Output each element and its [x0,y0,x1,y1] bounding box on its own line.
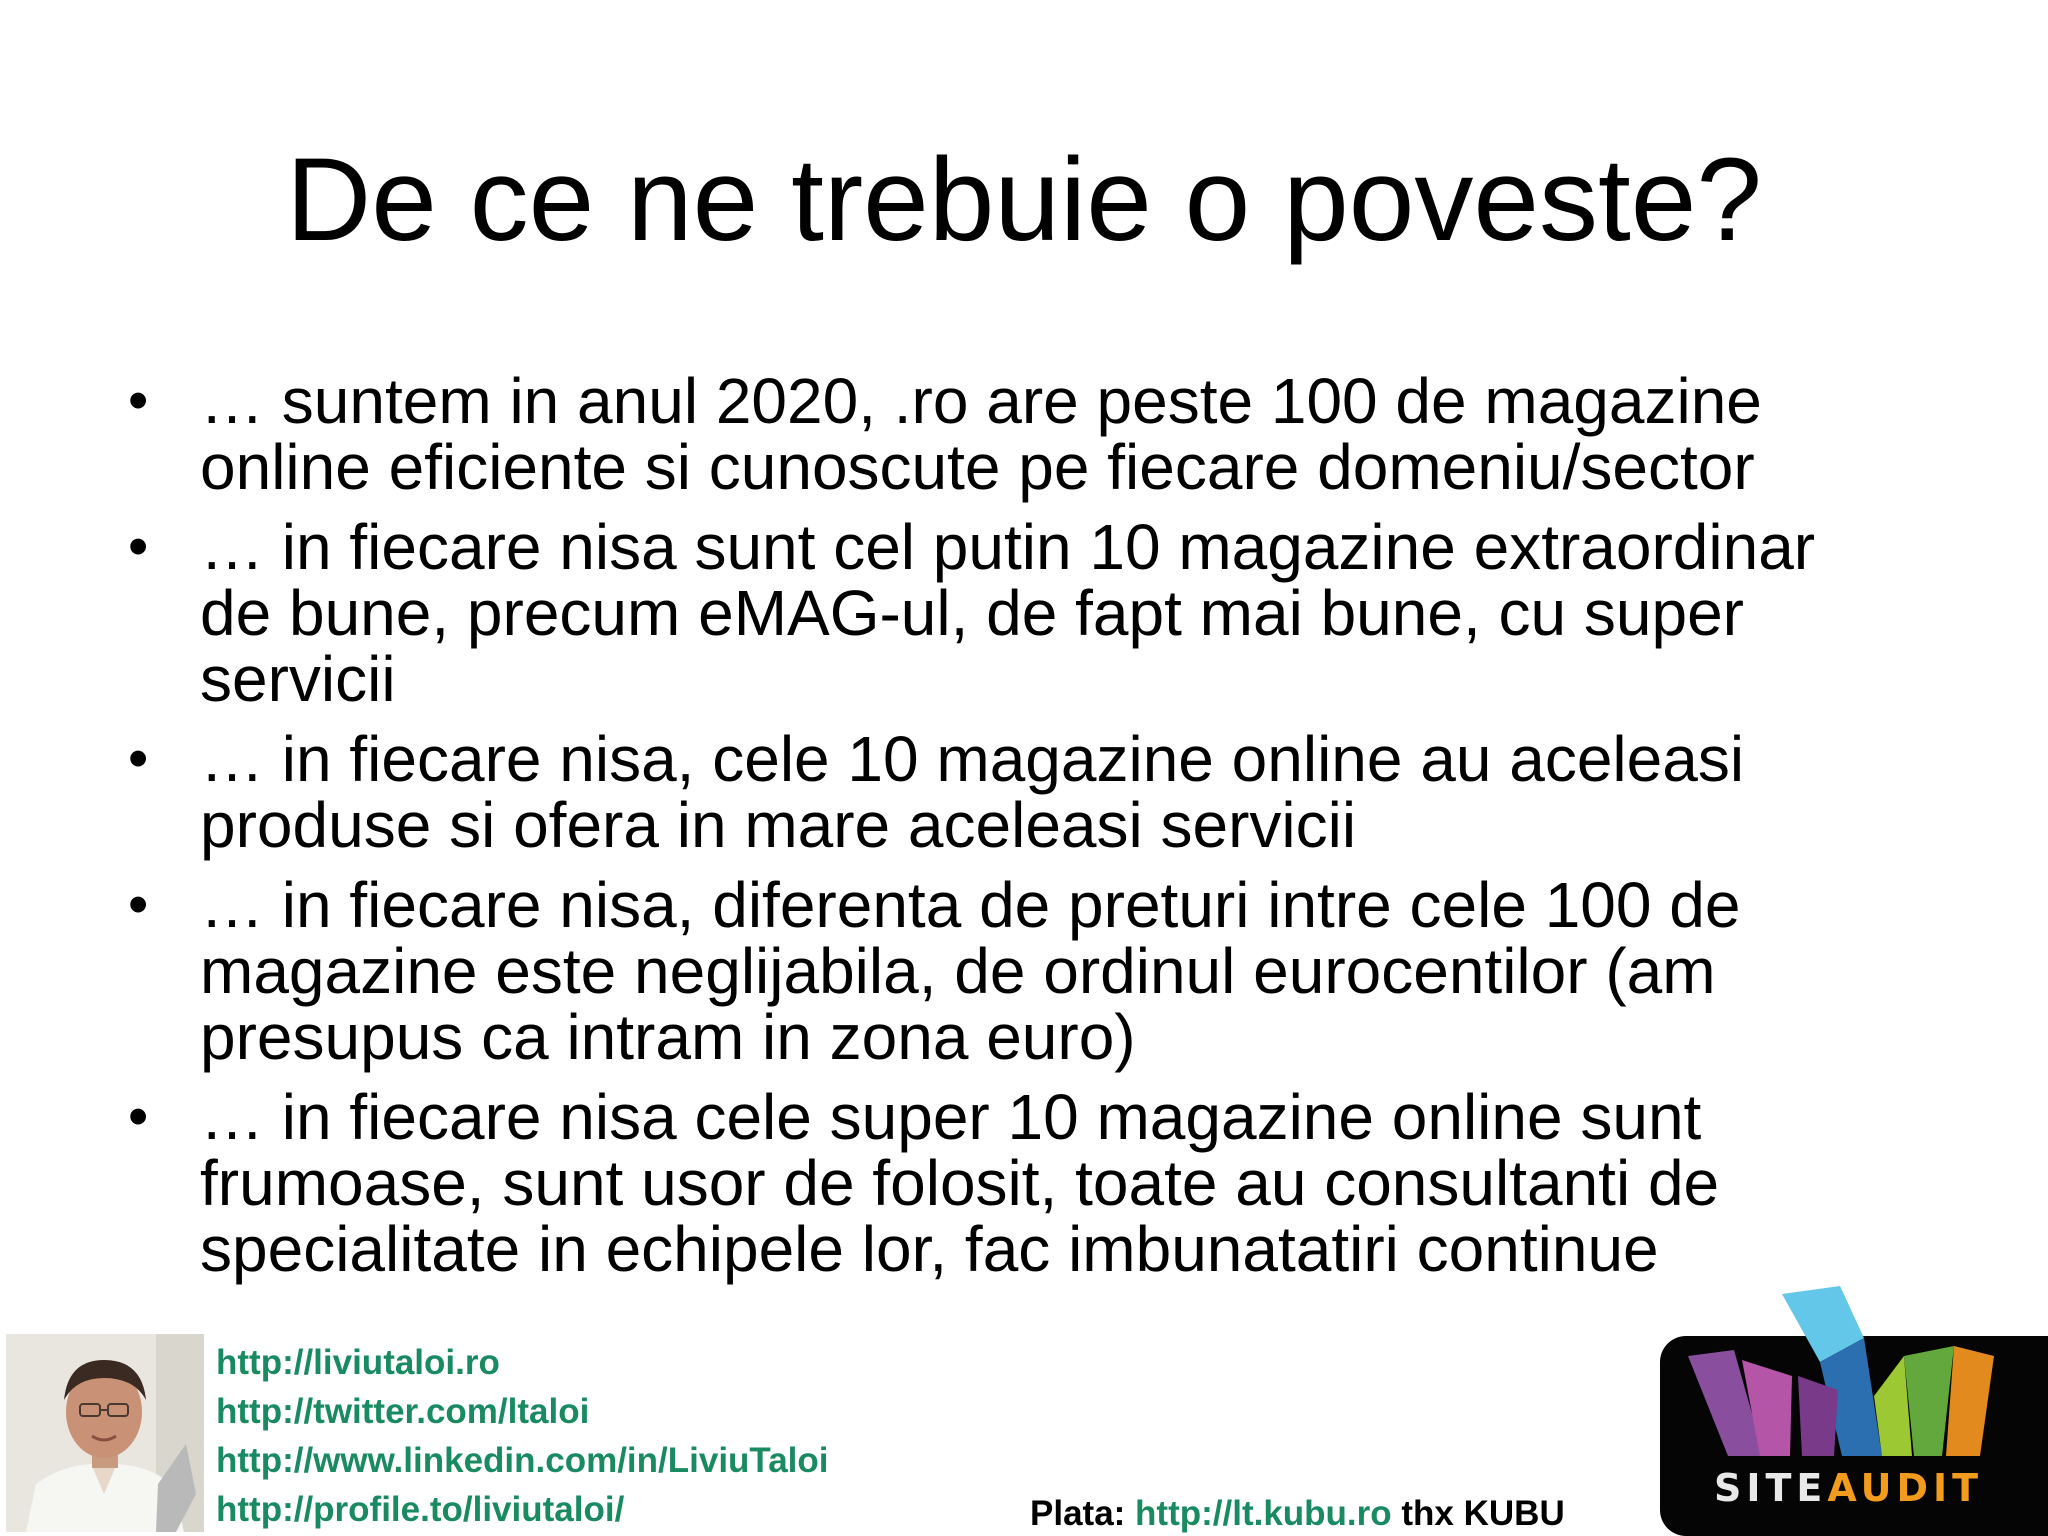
bullet-icon: • [128,726,149,791]
bullet-line: … in fiecare nisa, cele 10 magazine online au aceleasi [200,723,1745,795]
bullet-line: magazine este neglijabila, de ordinul eurocentilor (am [200,935,1716,1007]
logo-wordmark [1714,1466,1983,1510]
bullet-item [120,1081,2020,1285]
bullet-line: de bune, precum eMAG-ul, de fapt mai bune, cu super [200,577,1744,649]
bullet-line: produse si ofera in mare aceleasi servicii [200,789,1357,861]
portrait-image [6,1334,204,1532]
bullet-line: … in fiecare nisa sunt cel putin 10 magazine extraordinar [200,511,1816,583]
bullet-line: online eficiente si cunoscute pe fiecare domeniu/sector [200,431,1755,503]
slide-title: De ce ne trebuie o poveste? [286,134,1762,266]
plata-credit [1030,1492,1565,1536]
bullet-line: presupus ca intram in zona euro) [200,1001,1136,1073]
bullet-item [120,511,2020,715]
bullet-line: … in fiecare nisa, diferenta de preturi intre cele 100 de [200,869,1741,941]
author-photo [6,1334,204,1532]
link-website[interactable]: http://liviutaloi.ro [216,1343,500,1382]
footer-links [216,1338,829,1534]
bullet-icon: • [128,514,149,579]
bullet-line: specialitate in echipele lor, fac imbunatatiri continue [200,1213,1659,1285]
siteaudit-logo [1642,1286,2048,1536]
bullet-item [120,365,2020,503]
logo-audit-text: AUDIT [1827,1466,1984,1510]
link-linkedin[interactable]: http://www.linkedin.com/in/LiviuTaloi [216,1441,829,1480]
bullet-line: … in fiecare nisa cele super 10 magazine online sunt [200,1081,1702,1153]
bullet-icon: • [128,368,149,433]
logo-site-text: SITE [1714,1466,1828,1510]
logo-mark-icon [1642,1286,2048,1466]
bullet-item [120,869,2020,1073]
bullet-icon: • [128,872,149,937]
bullet-line: … suntem in anul 2020, .ro are peste 100 de magazine [200,365,1762,437]
link-twitter[interactable]: http://twitter.com/ltaloi [216,1392,590,1431]
bullet-icon: • [128,1084,149,1149]
link-profile[interactable]: http://profile.to/liviutaloi/ [216,1490,625,1529]
plata-suffix: thx KUBU [1401,1494,1565,1533]
bullet-line: frumoase, sunt usor de folosit, toate au consultanti de [200,1147,1720,1219]
bullet-item [120,723,2020,861]
bullet-line: servicii [200,643,396,715]
plata-label: Plata: [1030,1494,1126,1533]
plata-link[interactable]: http://lt.kubu.ro [1135,1494,1392,1533]
bullet-list [120,365,2020,1296]
